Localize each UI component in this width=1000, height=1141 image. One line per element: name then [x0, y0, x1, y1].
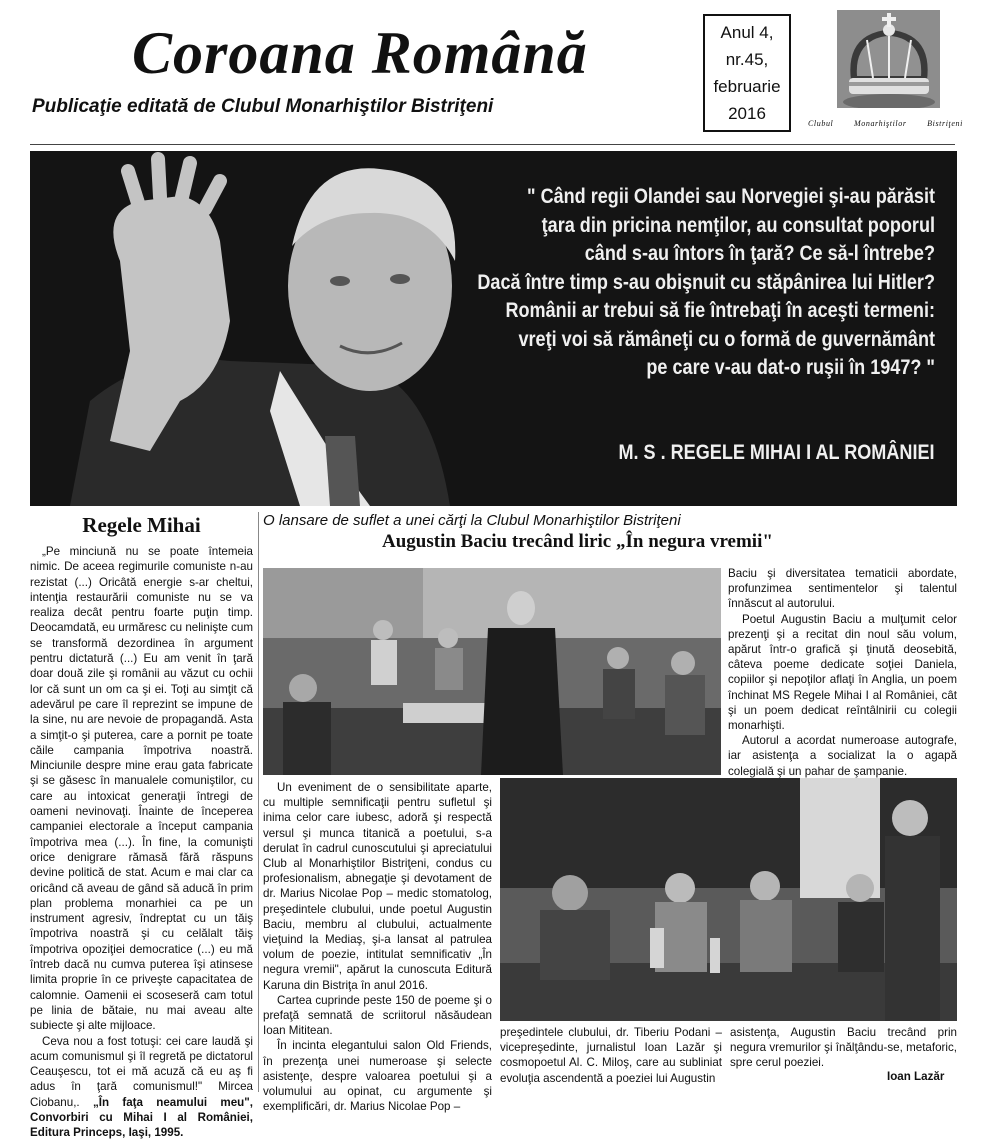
masthead-title: Coroana Română [132, 20, 588, 86]
audience-photo-image [500, 778, 957, 1021]
quote-line: ţara din pricina nemţilor, au consultat poporul [541, 213, 935, 237]
quote-line: pe care v-au dat-o ruşii în 1947? " [646, 356, 935, 379]
article-column-mid [263, 780, 492, 1114]
article-paragraph: Cartea cuprinde peste 150 de poeme şi o prefaţă semnată de scriitorul năsăudean Ioan Mititean. [263, 993, 492, 1038]
masthead-subtitle: Publicaţie editată de Clubul Monarhiştilor Bistriţeni [32, 96, 494, 117]
left-column-title: Regele Mihai [82, 513, 201, 537]
event-photo-image [263, 568, 721, 775]
article-headline: Augustin Baciu trecând liric „În negura vremii" [382, 531, 773, 552]
quote-line: vreţi voi să rămâneţi cu o formă de guvernământ [518, 327, 935, 351]
issue-number: nr.45, [725, 50, 769, 69]
masthead-rule [30, 144, 955, 145]
issue-box [703, 14, 791, 132]
quote-line: Dacă între timp s-au obişnuit cu stăpânirea lui Hitler? [477, 270, 935, 294]
article-paragraph: asistenţa, Augustin Baciu trecând prin negura vremurilor şi înălţându-se, metaforic, spre cerul poeziei. [730, 1026, 957, 1070]
issue-date-year: 2016 [728, 104, 766, 123]
quote-line: Românii ar trebui să fie întrebaţi în aceşti termeni: [505, 299, 935, 322]
article-paragraph: Autorul a acordat numeroase autografe, iar asistenţa a socializat la o agapă colegială şi un pahar de şampanie. [728, 734, 957, 778]
banner-attribution: M. S . REGELE MIHAI I AL ROMÂNIEI [618, 441, 935, 464]
issue-month: februarie [713, 77, 781, 96]
quote-line: când s-au întors în ţară? Ce să-l întrebe? [584, 242, 935, 265]
article-paragraph: Baciu şi diversitatea tematicii abordate, profunzimea sentimentelor şi talentul înnăscut al autorului. [728, 567, 957, 611]
crown-caption: Clubul Monarhiştilor Bistriţeni [808, 119, 963, 128]
left-paragraph: „Pe minciună nu se poate întemeia nimic. De aceea regimurile comuniste n-au rezistat (...) Oricâtă energie s-ar cheltui, intenţia restaurării comuniste nu se va realiza decât pentru foarte puţin timp. Deocamdată, eu urmăresc cu nelinişte cum se transformă dezordinea în argument pentru dictatură (...) Eu am venit în ţară doar două zile şi românii au văzut cu ochii lor că sunt un om ca şi ei. Toţi au simţit că adevărul pe care îl reprezint se impune de la sine, nu are nevoie de propagandă. Asta a simţit-o şi puterea, care a pornit pe toate căile campania împotriva noastră. Minciunile despre mine erau gata fabricate şi se găsesc în manualele comuniştilor, cu care au intoxicat generaţii întregi de oameni nevinovaţi. Înainte de începerea campaniei electorale a început campania împotriva mea (...). În fine, la comunişti orice denigrare rămasă fără răspuns devine politică de stat. Acum e mai clar ca oricând că aveau de gând să aducă în prim plan problema monarhiei ca pe un instrument agresiv, îndreptat cu un tăiş împotriva noastră şi cu celălalt tăiş împotriva opoziţiei democratice (...) eu mă întreb dacă nu cumva puterea îşi atinsese limita proprie în ce priveşte capacitatea de calomnie. Oamenii ei scoseseră cam totul pe linia de bătaie, nu mai aveau alte subiecte şi alte mijloace. [30, 545, 253, 1033]
book-citation: „În faţa neamului meu", Convorbiri cu Mihai I al României, Editura Princeps, Iaşi, 1995. [30, 1095, 253, 1140]
article-paragraph: Un eveniment de o sensibilitate aparte, cu multiple semnificaţii pentru sufletul şi inima celor care iubesc, adoră şi respectă versul şi munca titanică a poetului, s-a derulat în cadrul cunoscutului şi apreciatului Club al Monarhiştilor Bistriţeni, condus cu profesionalism, abnegaţie şi devotament de dr. Marius Nicolae Pop – medic stomatolog, preşedintele clubului, unde poetul Augustin Baciu, membru al clubului, actualmente vieţuind la Mediaş, şi-a lansat al patrulea volum de poezie, intitulat semnificativ „În negura vremii", apărut la cunoscuta Editură Karuna din Bistriţa în anul 2016. [263, 781, 492, 992]
article-column-bottom-right [730, 1025, 957, 1071]
banner [30, 151, 957, 506]
issue-year: Anul 4, [720, 23, 774, 42]
left-column [30, 512, 253, 1141]
left-paragraph [30, 1034, 253, 1141]
crown-icon [837, 10, 940, 108]
article-column-bottom-mid [500, 1025, 722, 1086]
article-kicker: O lansare de suflet a unei cărţi la Clubul Monarhiştilor Bistriţeni [263, 512, 681, 529]
left-paragraph-text: Ceva nou a fost totuşi: cei care laudă şi acum comunismul şi îl regretă pe dictatorul Ceauşescu, tot ei mă acuză că eu aş fi adus în ţară comunismul!" Mircea Ciobanu,. [30, 1034, 253, 1109]
event-photo [263, 568, 721, 775]
article-paragraph: Poetul Augustin Baciu a mulţumit celor prezenţi şi a recitat din noul său volum, apărut într-o grafică şi ţinută deosebită, câteva poeme dedicate soţiei Daniela, copiilor şi nepoţilor aflaţi în Anglia, un poem închinat MS Regele Mihai I al României, cât şi un poem dedicat reîntâlnirii cu colegii monarhişti. [728, 612, 957, 733]
banner-quote [419, 183, 935, 383]
article-paragraph: În incinta elegantului salon Old Friends, în prezenţa unei numeroase şi selecte asistenţe, despre valoarea poetului şi a volumului au opinat, cu argumente şi exemplificări, dr. Marius Nicolae Pop – [263, 1039, 492, 1114]
crown-logo [837, 10, 940, 108]
column-divider [258, 512, 259, 1092]
article-column-right-top [728, 566, 957, 809]
event-photo-audience [500, 778, 957, 1021]
author-signature: Ioan Lazăr [887, 1070, 945, 1083]
article-paragraph: preşedintele clubului, dr. Tiberiu Podani – vicepreşedinte, jurnalistul Ioan Lazăr şi cosmopoetul Al. C. Miloş, care au subliniat evoluţia ascendentă a poeziei lui Augustin [500, 1026, 722, 1085]
quote-line: " Când regii Olandei sau Norvegiei şi-au părăsit [526, 185, 935, 208]
